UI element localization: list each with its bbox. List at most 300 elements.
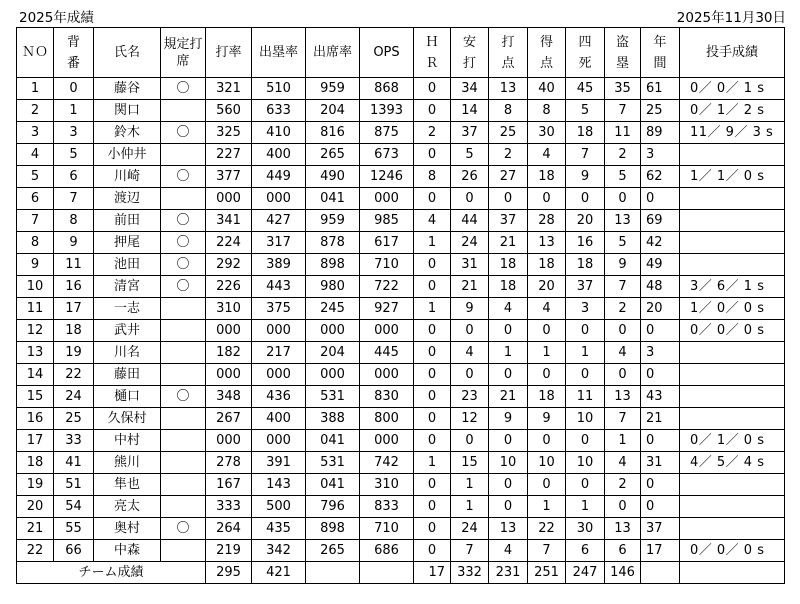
cell-pitching: 4／ 5／ 4 s xyxy=(680,452,785,474)
team-sb: 146 xyxy=(605,562,641,584)
table-row xyxy=(17,210,785,232)
cell-obp: 000 xyxy=(252,430,306,452)
cell-avg: 348 xyxy=(206,386,252,408)
cell-no: 14 xyxy=(17,364,54,386)
cell-runs: 18 xyxy=(528,166,566,188)
cell-hr: 4 xyxy=(414,210,451,232)
cell-years: 17 xyxy=(641,540,680,562)
cell-obp: 633 xyxy=(252,100,306,122)
cell-pitching xyxy=(680,518,785,540)
col-attendance: 出席率 xyxy=(306,28,360,78)
cell-attendance: 041 xyxy=(306,430,360,452)
cell-no: 5 xyxy=(17,166,54,188)
cell-rbi: 18 xyxy=(489,254,528,276)
cell-runs: 28 xyxy=(528,210,566,232)
cell-years: 31 xyxy=(641,452,680,474)
cell-no: 22 xyxy=(17,540,54,562)
cell-hr: 0 xyxy=(414,78,451,100)
cell-runs: 0 xyxy=(528,188,566,210)
cell-ops: 310 xyxy=(360,474,414,496)
cell-name: 藤田 xyxy=(94,364,161,386)
cell-hr: 0 xyxy=(414,188,451,210)
cell-no: 9 xyxy=(17,254,54,276)
cell-pitching: 1／ 0／ 0 s xyxy=(680,298,785,320)
cell-sb: 11 xyxy=(605,122,641,144)
cell-hits: 1 xyxy=(451,496,489,518)
cell-name: 関口 xyxy=(94,100,161,122)
cell-years: 3 xyxy=(641,144,680,166)
cell-kitei xyxy=(161,100,206,122)
cell-years: 0 xyxy=(641,320,680,342)
cell-hr: 1 xyxy=(414,232,451,254)
team-hits: 332 xyxy=(451,562,489,584)
cell-hits: 44 xyxy=(451,210,489,232)
cell-attendance: 245 xyxy=(306,298,360,320)
cell-bb: 10 xyxy=(566,408,605,430)
cell-sb: 0 xyxy=(605,320,641,342)
cell-kitei xyxy=(161,144,206,166)
cell-sb: 2 xyxy=(605,144,641,166)
cell-kitei: 〇 xyxy=(161,232,206,254)
cell-kitei xyxy=(161,540,206,562)
cell-kitei xyxy=(161,474,206,496)
table-row xyxy=(17,474,785,496)
cell-name: 武井 xyxy=(94,320,161,342)
cell-hits: 24 xyxy=(451,518,489,540)
cell-name: 川名 xyxy=(94,342,161,364)
cell-sebango: 1 xyxy=(54,100,94,122)
cell-obp: 389 xyxy=(252,254,306,276)
cell-attendance: 490 xyxy=(306,166,360,188)
cell-hr: 0 xyxy=(414,364,451,386)
cell-obp: 000 xyxy=(252,320,306,342)
cell-hits: 23 xyxy=(451,386,489,408)
cell-sb: 4 xyxy=(605,342,641,364)
cell-name: 一志 xyxy=(94,298,161,320)
cell-sb: 7 xyxy=(605,276,641,298)
cell-pitching: 0／ 0／ 0 s xyxy=(680,320,785,342)
cell-ops: 000 xyxy=(360,364,414,386)
cell-years: 0 xyxy=(641,430,680,452)
cell-years: 61 xyxy=(641,78,680,100)
cell-name: 渡辺 xyxy=(94,188,161,210)
cell-hits: 4 xyxy=(451,342,489,364)
cell-pitching: 1／ 1／ 0 s xyxy=(680,166,785,188)
header-row xyxy=(17,28,785,78)
cell-avg: 292 xyxy=(206,254,252,276)
cell-avg: 560 xyxy=(206,100,252,122)
cell-pitching xyxy=(680,210,785,232)
table-row xyxy=(17,540,785,562)
cell-runs: 4 xyxy=(528,144,566,166)
team-years xyxy=(641,562,680,584)
cell-name: 清宮 xyxy=(94,276,161,298)
cell-kitei xyxy=(161,342,206,364)
cell-runs: 0 xyxy=(528,430,566,452)
cell-ops: 875 xyxy=(360,122,414,144)
cell-sb: 13 xyxy=(605,210,641,232)
cell-avg: 264 xyxy=(206,518,252,540)
cell-sb: 2 xyxy=(605,298,641,320)
table-row xyxy=(17,276,785,298)
table-row xyxy=(17,342,785,364)
table-row xyxy=(17,122,785,144)
cell-bb: 1 xyxy=(566,496,605,518)
col-pitching: 投手成績 xyxy=(680,28,785,78)
cell-rbi: 0 xyxy=(489,474,528,496)
cell-rbi: 0 xyxy=(489,320,528,342)
cell-name: 中村 xyxy=(94,430,161,452)
table-row xyxy=(17,386,785,408)
cell-sb: 13 xyxy=(605,386,641,408)
cell-pitching xyxy=(680,254,785,276)
cell-hits: 31 xyxy=(451,254,489,276)
cell-years: 3 xyxy=(641,342,680,364)
cell-rbi: 2 xyxy=(489,144,528,166)
cell-years: 89 xyxy=(641,122,680,144)
cell-avg: 325 xyxy=(206,122,252,144)
cell-obp: 436 xyxy=(252,386,306,408)
table-row xyxy=(17,100,785,122)
cell-name: 押尾 xyxy=(94,232,161,254)
cell-avg: 000 xyxy=(206,320,252,342)
cell-runs: 1 xyxy=(528,342,566,364)
cell-hr: 0 xyxy=(414,100,451,122)
cell-sebango: 66 xyxy=(54,540,94,562)
cell-name: 奥村 xyxy=(94,518,161,540)
cell-sebango: 22 xyxy=(54,364,94,386)
cell-runs: 40 xyxy=(528,78,566,100)
cell-kitei xyxy=(161,364,206,386)
cell-name: 池田 xyxy=(94,254,161,276)
cell-hr: 0 xyxy=(414,320,451,342)
col-ops: OPS xyxy=(360,28,414,78)
cell-hits: 34 xyxy=(451,78,489,100)
cell-ops: 710 xyxy=(360,518,414,540)
cell-years: 37 xyxy=(641,518,680,540)
cell-ops: 673 xyxy=(360,144,414,166)
team-hr: 17 xyxy=(414,562,451,584)
table-row xyxy=(17,78,785,100)
cell-attendance: 531 xyxy=(306,386,360,408)
cell-ops: 445 xyxy=(360,342,414,364)
cell-pitching: 0／ 1／ 2 s xyxy=(680,100,785,122)
cell-hits: 0 xyxy=(451,430,489,452)
col-obp: 出塁率 xyxy=(252,28,306,78)
cell-ops: 710 xyxy=(360,254,414,276)
cell-name: 隼也 xyxy=(94,474,161,496)
cell-ops: 000 xyxy=(360,430,414,452)
cell-years: 0 xyxy=(641,496,680,518)
cell-bb: 7 xyxy=(566,144,605,166)
cell-bb: 0 xyxy=(566,474,605,496)
cell-avg: 000 xyxy=(206,188,252,210)
cell-sb: 13 xyxy=(605,518,641,540)
cell-years: 43 xyxy=(641,386,680,408)
cell-no: 19 xyxy=(17,474,54,496)
cell-obp: 510 xyxy=(252,78,306,100)
cell-bb: 20 xyxy=(566,210,605,232)
cell-hits: 0 xyxy=(451,188,489,210)
table-row xyxy=(17,364,785,386)
cell-no: 8 xyxy=(17,232,54,254)
cell-no: 13 xyxy=(17,342,54,364)
cell-rbi: 0 xyxy=(489,496,528,518)
cell-kitei: 〇 xyxy=(161,210,206,232)
cell-kitei: 〇 xyxy=(161,78,206,100)
cell-sebango: 7 xyxy=(54,188,94,210)
cell-no: 11 xyxy=(17,298,54,320)
cell-obp: 375 xyxy=(252,298,306,320)
cell-ops: 722 xyxy=(360,276,414,298)
table-row xyxy=(17,496,785,518)
cell-rbi: 9 xyxy=(489,408,528,430)
cell-attendance: 265 xyxy=(306,540,360,562)
cell-bb: 3 xyxy=(566,298,605,320)
cell-runs: 30 xyxy=(528,122,566,144)
col-no: ＮＯ xyxy=(17,28,54,78)
cell-kitei: 〇 xyxy=(161,276,206,298)
cell-hr: 0 xyxy=(414,518,451,540)
cell-years: 0 xyxy=(641,364,680,386)
cell-kitei xyxy=(161,320,206,342)
cell-hits: 0 xyxy=(451,320,489,342)
col-hits: 安打 xyxy=(451,28,489,78)
cell-rbi: 27 xyxy=(489,166,528,188)
cell-attendance: 000 xyxy=(306,364,360,386)
cell-bb: 9 xyxy=(566,166,605,188)
cell-runs: 10 xyxy=(528,452,566,474)
cell-hr: 1 xyxy=(414,298,451,320)
cell-rbi: 10 xyxy=(489,452,528,474)
cell-runs: 4 xyxy=(528,298,566,320)
cell-rbi: 0 xyxy=(489,364,528,386)
cell-runs: 0 xyxy=(528,320,566,342)
cell-avg: 226 xyxy=(206,276,252,298)
cell-no: 21 xyxy=(17,518,54,540)
cell-years: 20 xyxy=(641,298,680,320)
cell-avg: 333 xyxy=(206,496,252,518)
cell-sb: 5 xyxy=(605,166,641,188)
cell-years: 0 xyxy=(641,474,680,496)
cell-hr: 0 xyxy=(414,408,451,430)
cell-kitei: 〇 xyxy=(161,166,206,188)
cell-sebango: 41 xyxy=(54,452,94,474)
cell-no: 17 xyxy=(17,430,54,452)
cell-sebango: 17 xyxy=(54,298,94,320)
stats-table xyxy=(16,27,785,584)
cell-ops: 000 xyxy=(360,188,414,210)
cell-rbi: 4 xyxy=(489,298,528,320)
cell-avg: 000 xyxy=(206,430,252,452)
cell-hr: 1 xyxy=(414,452,451,474)
cell-rbi: 1 xyxy=(489,342,528,364)
cell-pitching xyxy=(680,342,785,364)
cell-kitei xyxy=(161,188,206,210)
cell-no: 7 xyxy=(17,210,54,232)
cell-ops: 1246 xyxy=(360,166,414,188)
cell-avg: 377 xyxy=(206,166,252,188)
cell-sebango: 55 xyxy=(54,518,94,540)
cell-years: 25 xyxy=(641,100,680,122)
cell-no: 16 xyxy=(17,408,54,430)
cell-obp: 391 xyxy=(252,452,306,474)
cell-sebango: 6 xyxy=(54,166,94,188)
cell-bb: 11 xyxy=(566,386,605,408)
cell-no: 12 xyxy=(17,320,54,342)
cell-obp: 342 xyxy=(252,540,306,562)
cell-hr: 0 xyxy=(414,144,451,166)
cell-sb: 0 xyxy=(605,496,641,518)
col-runs: 得点 xyxy=(528,28,566,78)
cell-ops: 927 xyxy=(360,298,414,320)
cell-obp: 500 xyxy=(252,496,306,518)
cell-runs: 18 xyxy=(528,254,566,276)
cell-sebango: 8 xyxy=(54,210,94,232)
cell-sebango: 25 xyxy=(54,408,94,430)
cell-bb: 45 xyxy=(566,78,605,100)
cell-sebango: 0 xyxy=(54,78,94,100)
team-rbi: 231 xyxy=(489,562,528,584)
cell-no: 6 xyxy=(17,188,54,210)
team-obp: 421 xyxy=(252,562,306,584)
cell-pitching: 0／ 0／ 1 s xyxy=(680,78,785,100)
cell-runs: 20 xyxy=(528,276,566,298)
cell-rbi: 25 xyxy=(489,122,528,144)
cell-kitei: 〇 xyxy=(161,386,206,408)
cell-avg: 278 xyxy=(206,452,252,474)
cell-years: 0 xyxy=(641,188,680,210)
cell-sebango: 16 xyxy=(54,276,94,298)
cell-bb: 6 xyxy=(566,540,605,562)
cell-name: 亮太 xyxy=(94,496,161,518)
cell-ops: 686 xyxy=(360,540,414,562)
cell-avg: 321 xyxy=(206,78,252,100)
cell-hits: 21 xyxy=(451,276,489,298)
cell-years: 48 xyxy=(641,276,680,298)
col-sebango: 背番 xyxy=(54,28,94,78)
cell-attendance: 204 xyxy=(306,342,360,364)
cell-years: 42 xyxy=(641,232,680,254)
cell-ops: 617 xyxy=(360,232,414,254)
cell-kitei: 〇 xyxy=(161,122,206,144)
cell-no: 15 xyxy=(17,386,54,408)
cell-bb: 0 xyxy=(566,430,605,452)
cell-avg: 167 xyxy=(206,474,252,496)
cell-no: 2 xyxy=(17,100,54,122)
cell-sb: 0 xyxy=(605,188,641,210)
cell-pitching xyxy=(680,232,785,254)
team-label: チーム成績 xyxy=(17,562,206,584)
col-avg: 打率 xyxy=(206,28,252,78)
cell-sebango: 18 xyxy=(54,320,94,342)
col-name: 氏名 xyxy=(94,28,161,78)
cell-hits: 37 xyxy=(451,122,489,144)
cell-ops: 830 xyxy=(360,386,414,408)
cell-hits: 15 xyxy=(451,452,489,474)
table-row xyxy=(17,408,785,430)
cell-runs: 13 xyxy=(528,232,566,254)
team-bb: 247 xyxy=(566,562,605,584)
cell-obp: 217 xyxy=(252,342,306,364)
cell-bb: 10 xyxy=(566,452,605,474)
cell-bb: 0 xyxy=(566,188,605,210)
cell-sebango: 51 xyxy=(54,474,94,496)
cell-no: 1 xyxy=(17,78,54,100)
cell-name: 樋口 xyxy=(94,386,161,408)
cell-kitei xyxy=(161,430,206,452)
cell-no: 20 xyxy=(17,496,54,518)
col-hr: ＨＲ xyxy=(414,28,451,78)
cell-sb: 1 xyxy=(605,430,641,452)
cell-rbi: 21 xyxy=(489,386,528,408)
col-kitei: 規定打席 xyxy=(161,28,206,78)
cell-rbi: 18 xyxy=(489,276,528,298)
cell-bb: 30 xyxy=(566,518,605,540)
cell-pitching xyxy=(680,408,785,430)
cell-rbi: 0 xyxy=(489,430,528,452)
cell-name: 小仲井 xyxy=(94,144,161,166)
cell-avg: 000 xyxy=(206,364,252,386)
cell-ops: 833 xyxy=(360,496,414,518)
cell-attendance: 000 xyxy=(306,320,360,342)
table-row xyxy=(17,254,785,276)
cell-sebango: 3 xyxy=(54,122,94,144)
cell-years: 49 xyxy=(641,254,680,276)
team-pitching xyxy=(680,562,785,584)
cell-bb: 18 xyxy=(566,254,605,276)
table-row xyxy=(17,518,785,540)
team-runs: 251 xyxy=(528,562,566,584)
cell-pitching xyxy=(680,474,785,496)
cell-runs: 7 xyxy=(528,540,566,562)
cell-hits: 14 xyxy=(451,100,489,122)
cell-hr: 2 xyxy=(414,122,451,144)
cell-name: 中森 xyxy=(94,540,161,562)
cell-sb: 7 xyxy=(605,408,641,430)
cell-no: 18 xyxy=(17,452,54,474)
cell-name: 熊川 xyxy=(94,452,161,474)
cell-bb: 18 xyxy=(566,122,605,144)
cell-runs: 18 xyxy=(528,386,566,408)
cell-obp: 449 xyxy=(252,166,306,188)
cell-runs: 9 xyxy=(528,408,566,430)
cell-attendance: 796 xyxy=(306,496,360,518)
cell-rbi: 4 xyxy=(489,540,528,562)
cell-sebango: 5 xyxy=(54,144,94,166)
table-row xyxy=(17,452,785,474)
cell-attendance: 959 xyxy=(306,210,360,232)
cell-pitching: 0／ 1／ 0 s xyxy=(680,430,785,452)
cell-attendance: 388 xyxy=(306,408,360,430)
cell-sb: 6 xyxy=(605,540,641,562)
cell-sebango: 19 xyxy=(54,342,94,364)
cell-ops: 1393 xyxy=(360,100,414,122)
cell-hr: 0 xyxy=(414,474,451,496)
cell-pitching xyxy=(680,144,785,166)
cell-hr: 0 xyxy=(414,386,451,408)
cell-sb: 0 xyxy=(605,364,641,386)
cell-hr: 0 xyxy=(414,254,451,276)
col-rbi: 打点 xyxy=(489,28,528,78)
cell-no: 4 xyxy=(17,144,54,166)
cell-name: 藤谷 xyxy=(94,78,161,100)
cell-runs: 1 xyxy=(528,496,566,518)
cell-hits: 7 xyxy=(451,540,489,562)
cell-avg: 227 xyxy=(206,144,252,166)
cell-rbi: 0 xyxy=(489,188,528,210)
report-title: 2025年成績 xyxy=(19,10,94,26)
